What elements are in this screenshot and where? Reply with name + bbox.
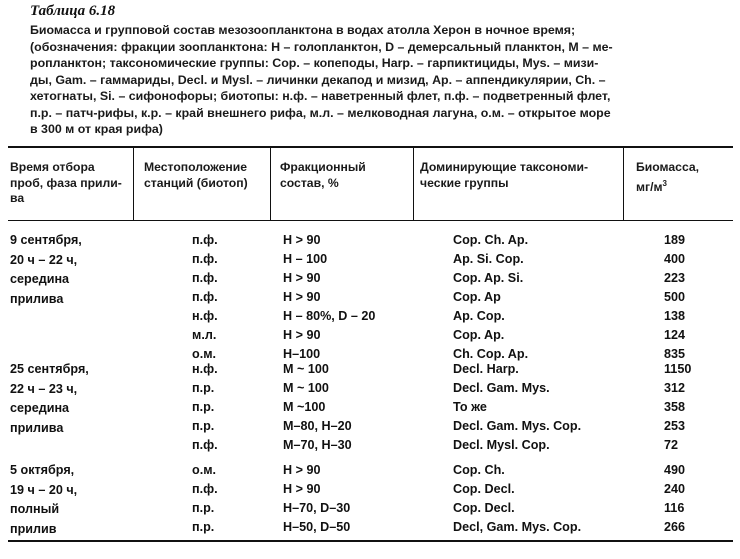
table-row: м.л. Н > 90 Cop. Ap. 124 — [192, 328, 686, 342]
column-divider — [133, 147, 134, 220]
table-row: н.ф. М ~ 100 Decl. Harp. 1150 — [192, 362, 692, 376]
table-row: п.р. М ~100 То же 358 — [192, 400, 686, 414]
header-fraction: Фракционный состав, % — [280, 160, 366, 190]
table-row: о.м. Н–100 Ch. Cop. Ap. 835 — [192, 347, 686, 361]
group-label: 25 сентября, 22 ч – 23 ч, середина прилива — [10, 362, 89, 435]
column-divider — [413, 147, 414, 220]
header-biomass: Биомасса, $мг/м^3$ — [636, 160, 700, 194]
caption-line: п.р. – патч-рифы, к.р. – край внешнего рифа, м.л. – мелководная лагуна, о.м. – открытое море — [30, 105, 611, 120]
table-row: п.ф. Н > 90 Cop. Ap. Si. 223 — [192, 271, 686, 285]
table-row: п.ф. Н – 100 Ap. Si. Cop. 400 — [192, 252, 686, 266]
caption-line: ды, Gam. – гаммариды, Decl. и Mysl. – личинки декапод и мизид, Ар. – аппендикулярии, Ch. – — [30, 72, 606, 87]
header-taxa: Доминирующие таксономи- ческие группы — [420, 160, 589, 190]
table-row: о.м. Н > 90 Cop. Ch. 490 — [192, 463, 686, 477]
table-row: п.р. М–80, Н–20 Decl. Gam. Mys. Cop. 253 — [192, 419, 686, 433]
table-row: п.ф. Н > 90 Cop. Decl. 240 — [192, 482, 686, 496]
caption-line: ропланктон; таксономические группы: Сор. – копеподы, Harp. – гарпиктициды, Mys. – мизи- — [30, 56, 599, 70]
header-time: Время отбора проб, фаза прили- ва — [10, 160, 122, 205]
table-row: п.ф. Н > 90 Cop. Ap 500 — [192, 290, 686, 304]
group-label: 9 сентября, 20 ч – 22 ч, середина прилива — [10, 233, 82, 306]
table-row: п.ф. М–70, Н–30 Decl. Mysl. Cop. 72 — [192, 438, 679, 452]
table-row: н.ф. Н – 80%, D – 20 Ap. Cop. 138 — [192, 309, 686, 323]
header-location: Местоположение станций (биотоп) — [144, 160, 248, 190]
table-caption — [30, 22, 730, 138]
table-bottom-rule — [8, 540, 733, 542]
caption-line: (обозначения: фракции зоопланктона: Н – голопланктон, D – демерсальный планктон, М – ме- — [30, 39, 613, 54]
caption-line: хетогнаты, Si. – сифонофоры; биотопы: н.ф. – наветренный флет, п.ф. – подветренный флет, — [30, 89, 611, 103]
table-row: п.р. Н–50, D–50 Decl, Gam. Mys. Cop. 266 — [192, 520, 686, 534]
caption-line: Биомасса и групповой состав мезозоопланктона в водах атолла Херон в ночное время; — [30, 23, 576, 37]
table-number: Таблица 6.18 — [30, 3, 116, 19]
column-divider — [623, 147, 624, 220]
table-row: п.ф. Н > 90 Cop. Ch. Ap. 189 — [192, 233, 686, 247]
column-divider — [270, 147, 271, 220]
table-top-rule — [8, 146, 733, 148]
table-row: п.р. М ~ 100 Decl. Gam. Mys. 312 — [192, 381, 686, 395]
table-header-rule — [8, 220, 733, 221]
table-row: п.р. Н–70, D–30 Cop. Decl. 116 — [192, 501, 685, 515]
group-label: 5 октября, 19 ч – 20 ч, полный прилив — [10, 463, 78, 536]
caption-line: в 300 м от края рифа) — [30, 122, 163, 136]
